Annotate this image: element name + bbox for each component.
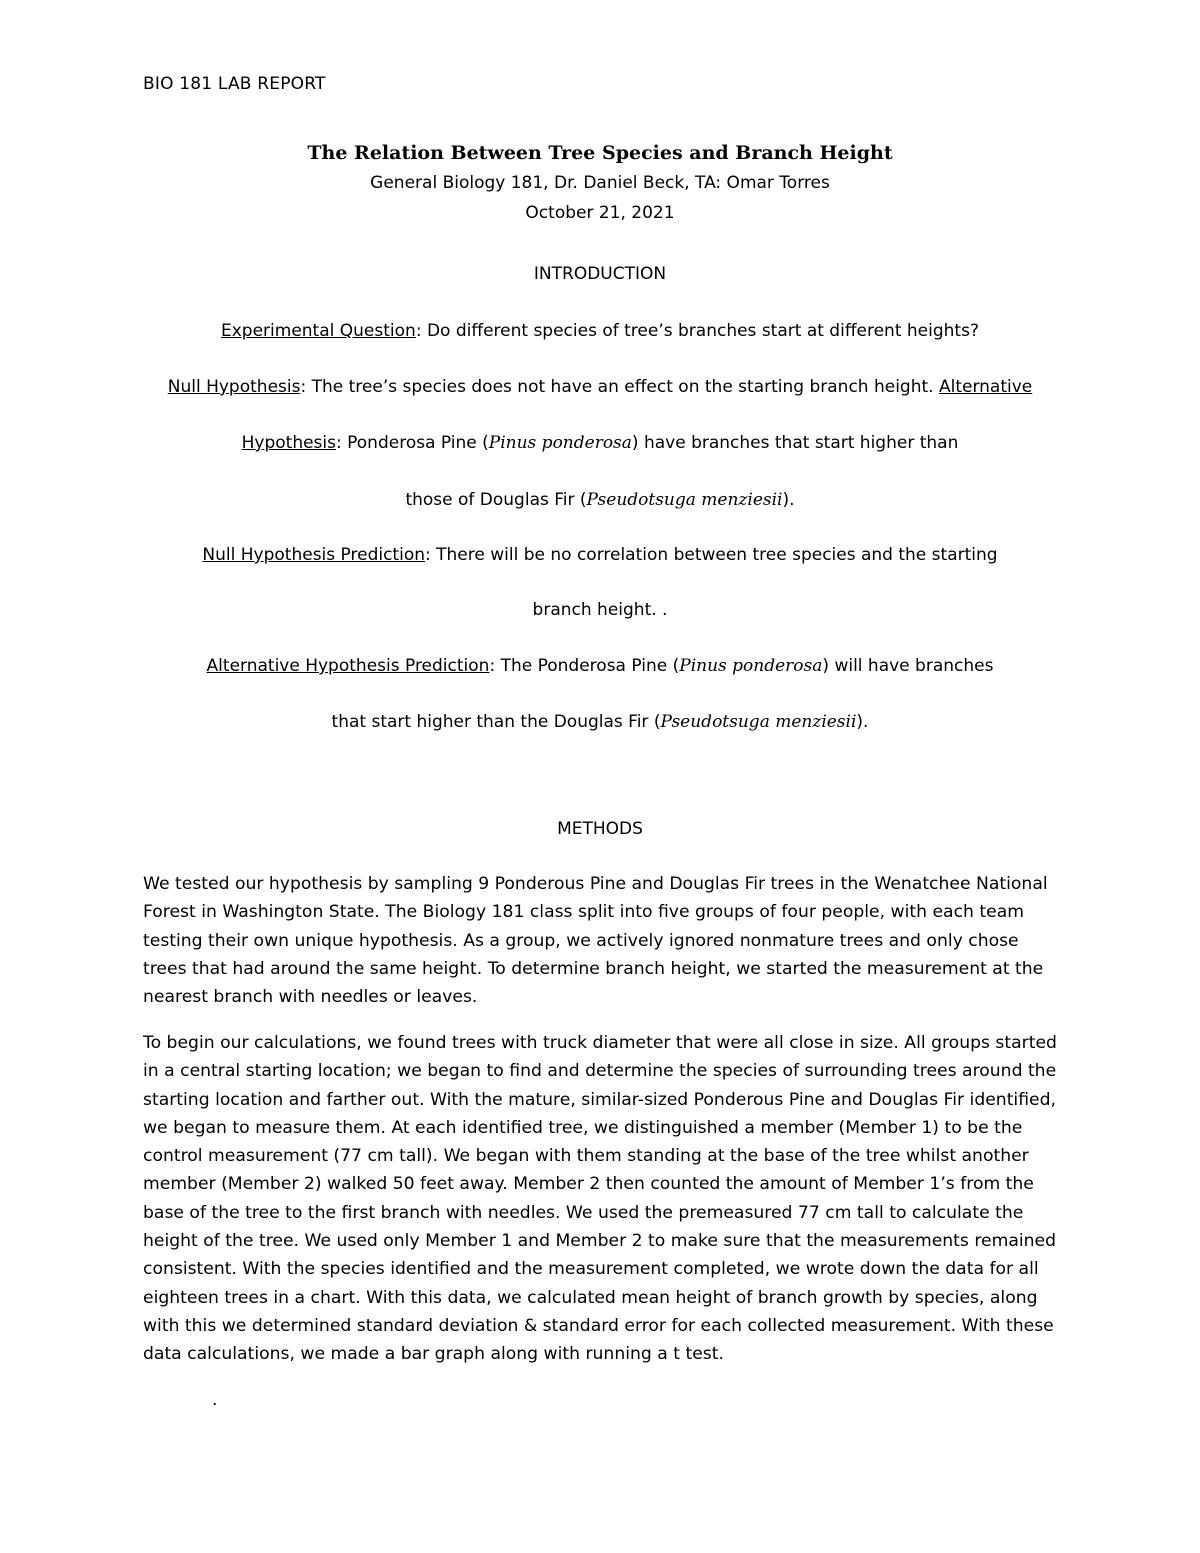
null-prediction-label: Null Hypothesis Prediction <box>202 545 425 565</box>
null-hypothesis: Null Hypothesis: The tree’s species does not have an effect on the starting branch height. Alternative <box>167 377 1033 397</box>
alternative-hypothesis-label-start: Alternative <box>938 377 1033 397</box>
alt-hyp-text-b: ) have branches that start higher than <box>631 433 959 453</box>
alt-hyp-text-d: ). <box>782 490 795 510</box>
null-prediction-line2: branch height. . <box>532 600 668 620</box>
null-prediction-line1: Null Hypothesis Prediction: There will be no correlation between tree species and the starting <box>202 545 998 565</box>
alt-pred-species-b: Pseudotsuga menziesii <box>660 712 857 732</box>
alt-hyp-text-c: those of Douglas Fir ( <box>405 490 587 510</box>
alt-pred-species-a: Pinus ponderosa <box>679 656 823 676</box>
alternative-hypothesis-line2 <box>0 490 1200 510</box>
alternative-prediction-line1: Alternative Hypothesis Prediction: The Ponderosa Pine (Pinus ponderosa) will have branches <box>206 656 994 676</box>
null-hypothesis-text: The tree’s species does not have an effect on the starting branch height. <box>311 377 934 397</box>
experimental-question-label: Experimental Question <box>221 321 416 341</box>
alternative-hypothesis-line1: Hypothesis: Ponderosa Pine (Pinus ponderosa) have branches that start higher than <box>241 433 959 453</box>
methods-paragraph-2: To begin our calculations, we found trees with truck diameter that were all close in size. All groups started in a central starting location; we began to find and determine the species of surrounding trees around the starting location and farther out. With the mature, similar-sized Ponderous Pine and Douglas Fir identified, we began to measure them. At each identified tree, we distinguished a member (Member 1) to be the control measurement (77 cm tall). We began with them standing at the base of the tree whilst another member (Member 2) walked 50 feet away. Member 2 then counted the amount of Member 1’s from the base of the tree to the first branch with needles. We used the premeasured 77 cm tall to calculate the height of the tree. We used only Member 1 and Member 2 to make sure that the measurements remained consistent. With the species identified and the measurement completed, we wrote down the data for all eighteen trees in a chart. With this data, we calculated mean height of branch growth by species, along with this we determined standard deviation & standard error for each collected measurement. With these data calculations, we made a bar graph along with running a t test. <box>143 1033 1057 1365</box>
alt-pred-text-a: The Ponderosa Pine ( <box>500 656 680 676</box>
alt-pred-text-c: that start higher than the Douglas Fir ( <box>331 712 661 732</box>
report-title: The Relation Between Tree Species and Branch Height <box>307 142 893 164</box>
alt-hyp-species-a: Pinus ponderosa <box>488 433 632 453</box>
null-prediction-text-line1: There will be no correlation between tree species and the starting <box>436 545 998 565</box>
alternative-prediction-label: Alternative Hypothesis Prediction <box>206 656 490 676</box>
alt-pred-text-b: ) will have branches <box>822 656 994 676</box>
methods-heading: METHODS <box>557 819 643 839</box>
experimental-question-text: Do different species of tree’s branches start at different heights? <box>426 321 979 341</box>
experimental-question: Experimental Question: Do different species of tree’s branches start at different heights? <box>221 321 979 341</box>
methods-paragraph-1: We tested our hypothesis by sampling 9 Ponderous Pine and Douglas Fir trees in the Wenatchee National Forest in Washington State. The Biology 181 class split into five groups of four people, with each team testing their own unique hypothesis. As a group, we actively ignored nonmature trees and only chose trees that had around the same height. To determine branch height, we started the measurement at the nearest branch with needles or leaves. <box>143 874 1048 1008</box>
trailing-mark: . <box>212 1390 218 1410</box>
introduction-heading: INTRODUCTION <box>533 264 667 284</box>
alternative-hypothesis-label-end: Hypothesis <box>241 433 336 453</box>
alternative-prediction-line2 <box>0 712 1200 732</box>
course-line: General Biology 181, Dr. Daniel Beck, TA: Omar Torres <box>370 173 830 193</box>
alt-hyp-text-a: Ponderosa Pine ( <box>347 433 489 453</box>
null-hypothesis-label: Null Hypothesis <box>167 377 301 397</box>
alt-hyp-species-b: Pseudotsuga menziesii <box>586 490 783 510</box>
alt-pred-text-d: ). <box>856 712 869 732</box>
header-label: BIO 181 LAB REPORT <box>143 74 326 94</box>
report-date: October 21, 2021 <box>525 203 675 223</box>
